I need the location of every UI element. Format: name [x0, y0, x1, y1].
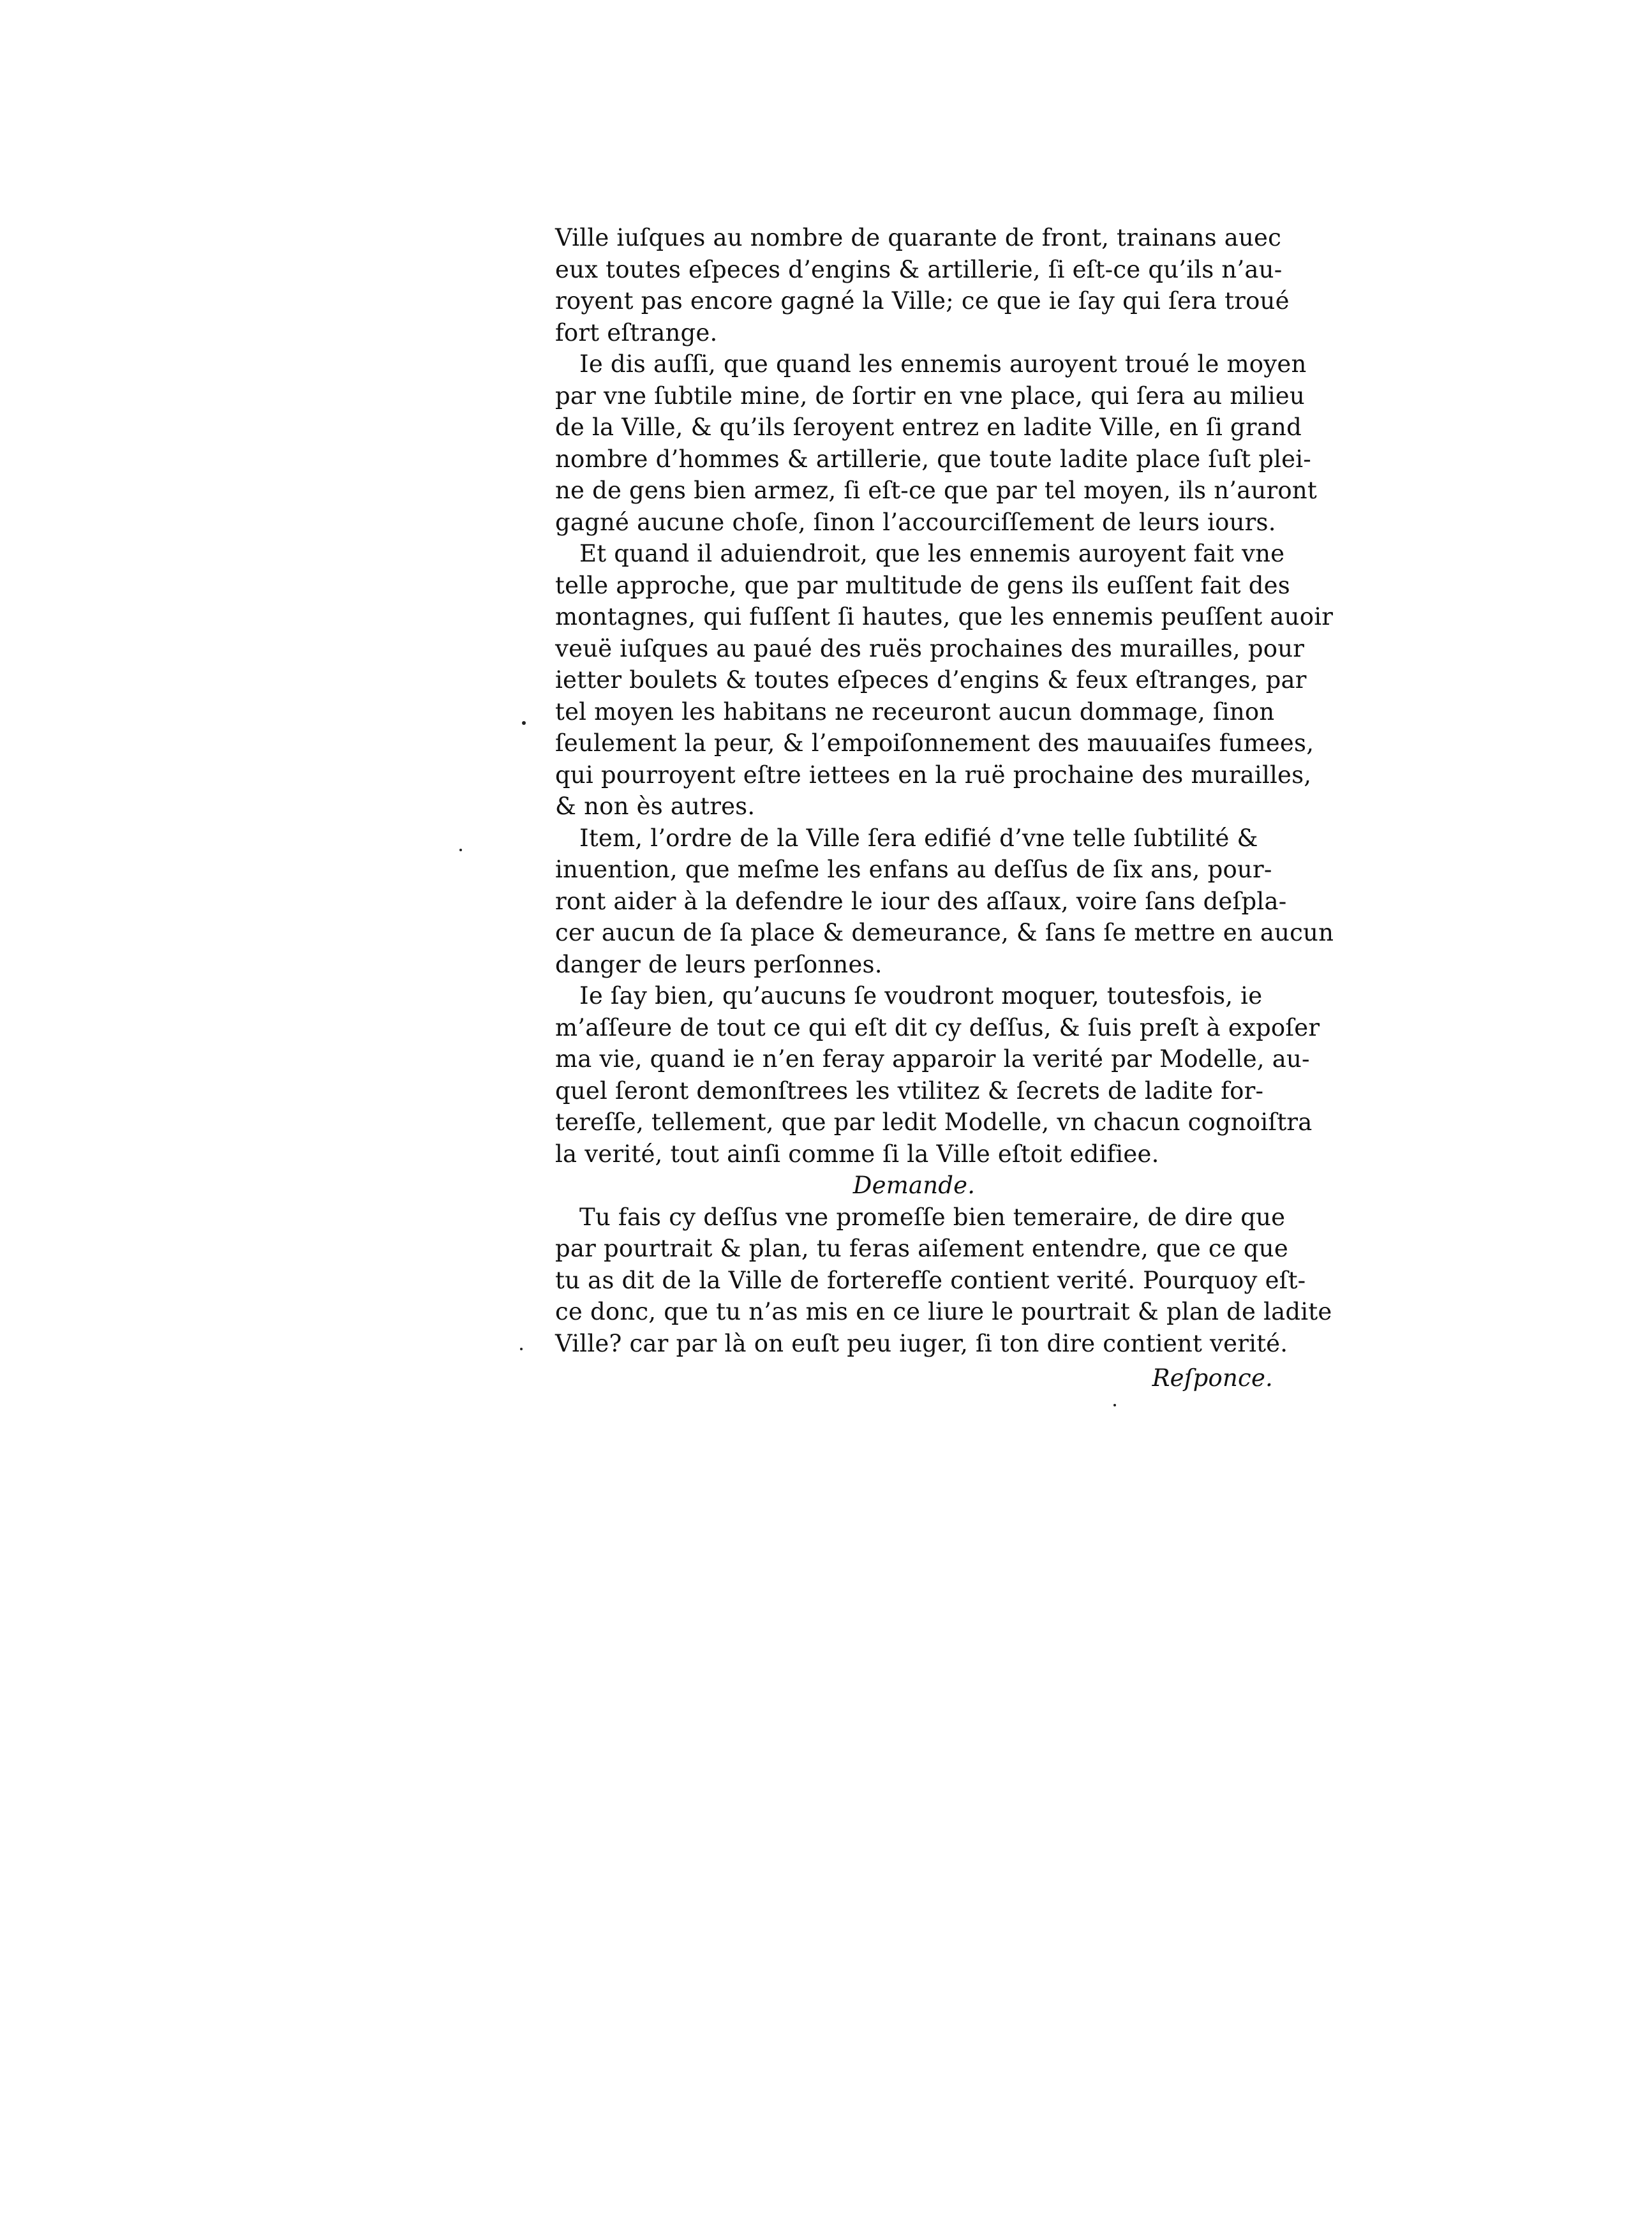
body-text	[555, 222, 1334, 1398]
text-line: m’aſſeure de tout ce qui eſt dit cy deſſus, & ſuis preſt à expoſer	[555, 1013, 1320, 1041]
text-line: Ie dis auſſi, que quand les ennemis auroyent troué le moyen	[579, 350, 1307, 378]
text-line: Et quand il aduiendroit, que les ennemis auroyent fait vne	[579, 540, 1285, 567]
scan-speck	[459, 849, 462, 851]
scan-speck	[1113, 1404, 1116, 1406]
text-line: tereſſe, tellement, que par ledit Modelle, vn chacun cognoiſtra	[555, 1108, 1313, 1136]
text-line: ne de gens bien armez, ſi eſt-ce que par tel moyen, ils n’auront	[555, 477, 1317, 504]
text-line: par vne ſubtile mine, de ſortir en vne place, qui ſera au milieu	[555, 382, 1305, 410]
text-line: tu as dit de la Ville de forterefſe contient verité. Pourquoy eſt-	[555, 1266, 1306, 1294]
text-line: montagnes, qui fuſſent ſi hautes, que les ennemis peuſſent auoir	[555, 603, 1334, 630]
text-line: quel ſeront demonſtrees les vtilitez & ſecrets de ladite for-	[555, 1077, 1264, 1105]
text-line: de la Ville, & qu’ils ſeroyent entrez en ladite Ville, en ſi grand	[555, 414, 1302, 441]
text-line: ma vie, quand ie n’en feray apparoir la verité par Modelle, au-	[555, 1045, 1310, 1073]
text-line: par pourtrait & plan, tu feras aiſement entendre, que ce que	[555, 1235, 1288, 1262]
text-line: telle approche, que par multitude de gens ils euſſent fait des	[555, 571, 1290, 599]
text-line: la verité, tout ainſi comme ſi la Ville eſtoit edifiee.	[555, 1140, 1159, 1168]
text-line: danger de leurs perſonnes.	[555, 950, 882, 978]
text-line: Ie ſay bien, qu’aucuns ſe voudront moquer, toutesfois, ie	[579, 982, 1263, 1010]
scan-speck	[522, 721, 526, 725]
text-line: nombre d’hommes & artillerie, que toute ladite place ſuſt plei-	[555, 445, 1312, 473]
text-line: qui pourroyent eſtre iettees en la ruë prochaine des murailles,	[555, 761, 1312, 789]
text-line: Ville iuſques au nombre de quarante de front, trainans auec	[555, 224, 1282, 251]
text-line: cer aucun de ſa place & demeurance, & ſans ſe mettre en aucun	[555, 919, 1334, 946]
section-heading: Demande.	[852, 1172, 976, 1199]
text-line: royent pas encore gagné la Ville; ce que ie ſay qui ſera troué	[555, 287, 1290, 315]
text-line: tel moyen les habitans ne receuront aucun dommage, ſinon	[555, 697, 1275, 726]
scan-speck	[520, 1348, 523, 1350]
text-line: & non ès autres.	[555, 793, 755, 820]
text-line: Item, l’ordre de la Ville ſera edifié d’vne telle ſubtilité &	[579, 824, 1258, 852]
text-line: eux toutes eſpeces d’engins & artillerie, ſi eſt-ce qu’ils n’au-	[555, 255, 1283, 283]
text-line: Tu fais cy deſſus vne promeſſe bien temeraire, de dire que	[579, 1203, 1286, 1231]
text-line: gagné aucune choſe, ſinon l’accourciſſement de leurs iours.	[555, 508, 1276, 536]
text-line: Ville? car par là on euſt peu iuger, ſi ton dire contient verité.	[555, 1329, 1288, 1357]
catchword: Reſponce.	[1152, 1364, 1273, 1392]
text-line: inuention, que meſme les enfans au deſſus de ſix ans, pour-	[555, 856, 1272, 883]
text-line: ſeulement la peur, & l’empoiſonnement des mauuaiſes fumees,	[555, 729, 1314, 757]
text-line: ront aider à la defendre le iour des aſſaux, voire ſans deſpla-	[555, 887, 1287, 915]
text-line: ce donc, que tu n’as mis en ce liure le pourtrait & plan de ladite	[555, 1298, 1332, 1325]
text-line: veuë iuſques au paué des ruës prochaines des murailles, pour	[555, 634, 1305, 662]
text-line: fort eſtrange.	[555, 318, 718, 347]
text-line: ietter boulets & toutes eſpeces d’engins & feux eſtranges, par	[555, 666, 1307, 694]
